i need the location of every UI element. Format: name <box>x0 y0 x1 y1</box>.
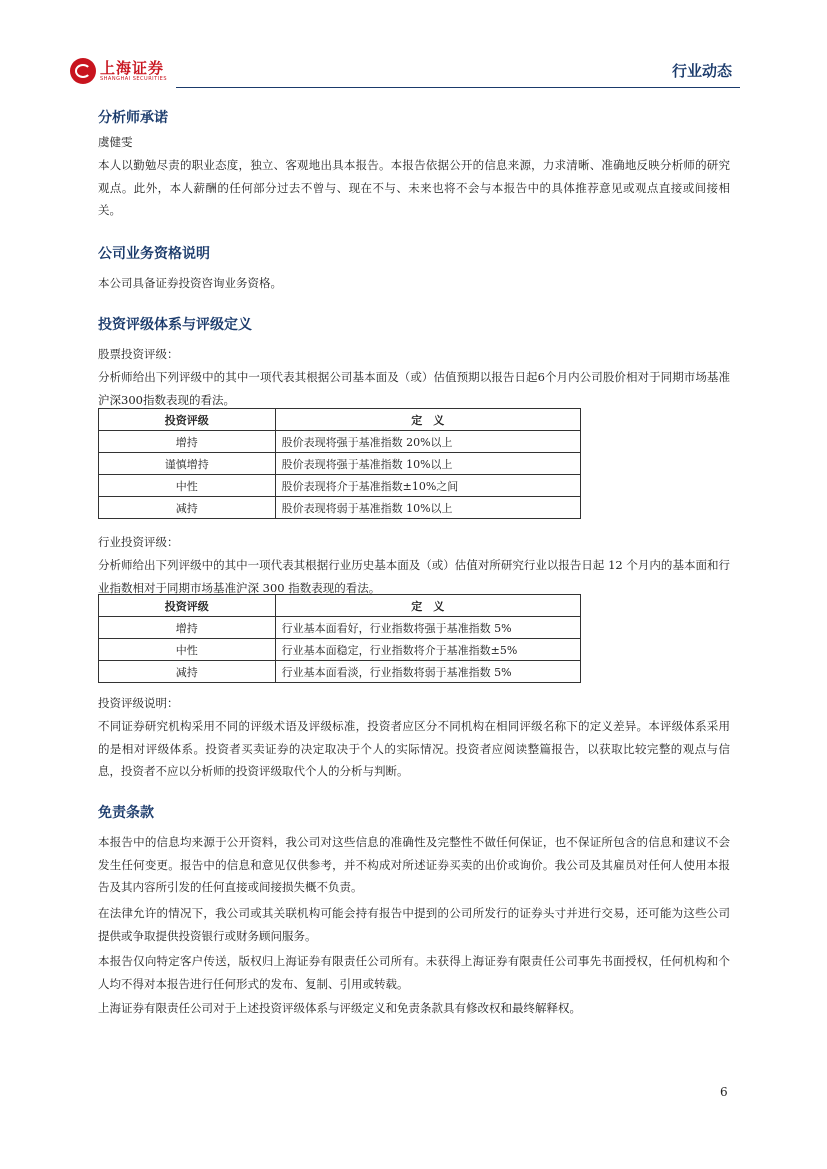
industry-rating-table <box>98 594 581 683</box>
table-header-row <box>99 409 581 431</box>
rating-cell: 减持 <box>99 661 276 683</box>
definition-cell: 行业基本面看好，行业指数将强于基准指数 5% <box>275 617 580 639</box>
qualification-text: 本公司具备证券投资咨询业务资格。 <box>98 276 282 290</box>
rating-cell: 中性 <box>99 475 276 497</box>
company-logo <box>70 58 167 84</box>
disclaimer-paragraph-1: 本报告中的信息均来源于公开资料，我公司对这些信息的准确性及完整性不做任何保证，也不保证所包含的信息和建议不会发生任何变更。报告中的信息和意见仅供参考，并不构成对所述证券买卖的出价或询价。我公司及其雇员对任何人使用本报告及其内容所引发的任何直接或间接损失概不负责。 <box>98 835 730 894</box>
table-header-rating: 投资评级 <box>99 595 276 617</box>
page-number: 6 <box>720 1085 728 1099</box>
table-header-definition: 定 义 <box>275 595 580 617</box>
stock-rating-table <box>98 408 581 519</box>
table-header-definition: 定 义 <box>275 409 580 431</box>
rating-cell: 增持 <box>99 617 276 639</box>
disclaimer-heading: 免责条款 <box>98 805 154 821</box>
rating-note-label: 投资评级说明： <box>98 696 179 710</box>
definition-cell: 行业基本面看淡，行业指数将弱于基准指数 5% <box>275 661 580 683</box>
table-header-row <box>99 595 581 617</box>
logo-english-name: SHANGHAI SECURITIES <box>100 75 168 82</box>
analyst-name: 虞健雯 <box>98 135 133 149</box>
analyst-commitment-heading: 分析师承诺 <box>98 110 168 126</box>
definition-cell: 行业基本面稳定，行业指数将介于基准指数±5% <box>275 639 580 661</box>
table-row <box>99 497 581 519</box>
table-row <box>99 431 581 453</box>
stock-rating-description: 分析师给出下列评级中的其中一项代表其根据公司基本面及（或）估值预期以报告日起6个月内公司股价相对于同期市场基准沪深300指数表现的看法。 <box>98 370 730 407</box>
disclaimer-paragraph-2: 在法律允许的情况下，我公司或其关联机构可能会持有报告中提到的公司所发行的证券头寸并进行交易，还可能为这些公司提供或争取提供投资银行或财务顾问服务。 <box>98 906 730 943</box>
definition-cell: 股价表现将强于基准指数 20%以上 <box>275 431 580 453</box>
qualification-heading: 公司业务资格说明 <box>98 246 210 262</box>
rating-cell: 增持 <box>99 431 276 453</box>
rating-cell: 谨慎增持 <box>99 453 276 475</box>
industry-rating-description: 分析师给出下列评级中的其中一项代表其根据行业历史基本面及（或）估值对所研究行业以报告日起 12 个月内的基本面和行业指数相对于同期市场基准沪深 300 指数表现的看法。 <box>98 558 730 595</box>
stock-rating-label: 股票投资评级： <box>98 347 179 361</box>
logo-icon <box>70 58 96 84</box>
table-header-rating: 投资评级 <box>99 409 276 431</box>
table-row <box>99 453 581 475</box>
table-row <box>99 661 581 683</box>
page-header <box>70 58 740 90</box>
header-divider <box>176 87 740 88</box>
rating-note-text: 不同证券研究机构采用不同的评级术语及评级标准，投资者应区分不同机构在相同评级名称下的定义差异。本评级体系采用的是相对评级体系。投资者买卖证券的决定取决于个人的实际情况。投资者应阅读整篇报告，以获取比较完整的观点与信息，投资者不应以分析师的投资评级取代个人的分析与判断。 <box>98 719 730 778</box>
disclaimer-paragraph-3: 本报告仅向特定客户传送，版权归上海证券有限责任公司所有。未获得上海证券有限责任公司事先书面授权，任何机构和个人均不得对本报告进行任何形式的发布、复制、引用或转载。 <box>98 954 730 991</box>
rating-cell: 减持 <box>99 497 276 519</box>
analyst-commitment-text: 本人以勤勉尽责的职业态度，独立、客观地出具本报告。本报告依据公开的信息来源，力求清晰、准确地反映分析师的研究观点。此外，本人薪酬的任何部分过去不曾与、现在不与、未来也将不会与本报告中的具体推荐意见或观点直接或间接相关。 <box>98 158 730 217</box>
rating-system-heading: 投资评级体系与评级定义 <box>98 317 252 333</box>
definition-cell: 股价表现将强于基准指数 10%以上 <box>275 453 580 475</box>
disclaimer-paragraph-4: 上海证券有限责任公司对于上述投资评级体系与评级定义和免责条款具有修改权和最终解释权。 <box>98 1001 581 1015</box>
logo-chinese-name: 上海证券 <box>100 58 165 77</box>
table-row <box>99 639 581 661</box>
definition-cell: 股价表现将介于基准指数±10%之间 <box>275 475 580 497</box>
industry-rating-label: 行业投资评级： <box>98 535 179 549</box>
table-row <box>99 475 581 497</box>
rating-cell: 中性 <box>99 639 276 661</box>
table-row <box>99 617 581 639</box>
report-type-title: 行业动态 <box>671 62 732 80</box>
definition-cell: 股价表现将弱于基准指数 10%以上 <box>275 497 580 519</box>
